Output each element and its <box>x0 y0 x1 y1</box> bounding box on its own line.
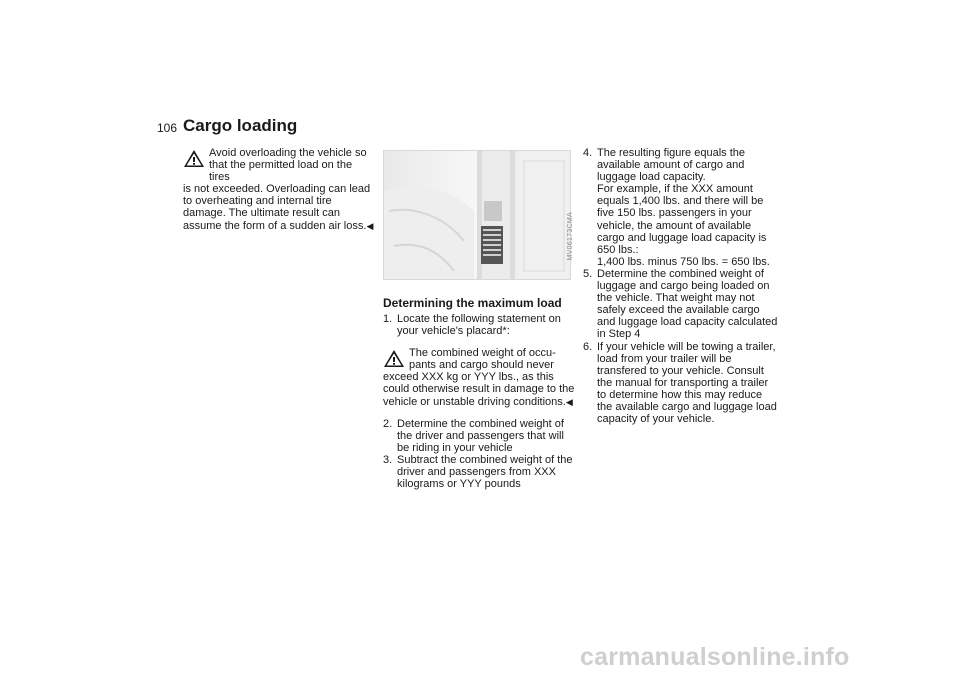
steps-list-c <box>583 147 778 425</box>
step-text: The resulting figure equals the available amount of cargo and luggage load capacity. <box>597 147 745 184</box>
section-heading: Determining the maximum load <box>383 296 562 310</box>
steps-list-b <box>383 418 575 491</box>
step-text: If your vehicle will be towing a trailer, load from your trailer will be transfered to your vehicle. Consult the manual for transporting a trailer to determine how this may reduce the available cargo and luggage load capacity of your vehicle. <box>597 340 777 426</box>
step-text: Determine the combined weight of luggage and cargo being loaded on the vehicle. That weight may not safely exceed the available cargo and luggage load capacity calculated in Step 4 <box>597 267 778 341</box>
warning-triangle-icon <box>383 349 405 368</box>
placard-line-1: The combined weight of occu- <box>409 347 556 360</box>
placard-photo <box>383 150 574 280</box>
step-text: Locate the following statement on your vehicle's placard*: <box>397 313 561 338</box>
watermark-logo: carmanualsonline.info <box>580 643 850 671</box>
end-mark: ◀ <box>366 220 374 231</box>
warning-placard <box>383 347 575 407</box>
placard-line-2: pants and cargo should never <box>409 359 554 372</box>
step-number: 1. <box>383 313 393 325</box>
placard-text-body: exceed XXX kg or YYY lbs., as this could otherwise result in damage to the vehicle or unstable driving conditions. <box>383 371 575 408</box>
step-3 <box>383 454 575 490</box>
column-middle <box>383 150 575 490</box>
step-text: Determine the combined weight of the driver and passengers that will be riding in your vehicle <box>397 417 564 454</box>
step-number: 6. <box>583 340 593 353</box>
warning-triangle-icon <box>183 149 205 168</box>
step-text: Subtract the combined weight of the driver and passengers from XXX kilograms or YYY pounds <box>397 453 573 491</box>
end-mark: ◀ <box>565 396 573 407</box>
step-example: For example, if the XXX amount equals 1,400 lbs. and there will be five 150 lbs. passengers in your vehicle, the amount of available cargo and luggage load capacity is 650 lbs.: <box>597 183 767 256</box>
step-6 <box>583 341 778 426</box>
warning-line-1: Avoid overloading the vehicle so <box>209 147 367 159</box>
step-number: 5. <box>583 267 593 280</box>
page-title: Cargo loading <box>183 116 298 135</box>
column-right <box>583 147 778 425</box>
steps-list-a <box>383 313 575 337</box>
warning-line-2: that the permitted load on the tires <box>209 159 353 184</box>
warning-text-body: is not exceeded. Overloading can lead to overheating and internal tire damage. The ultimate result can assume the form of a sudden air loss. <box>183 183 371 232</box>
warning-text <box>183 183 375 231</box>
step-number: 3. <box>383 453 393 466</box>
step-5 <box>583 268 778 341</box>
step-calculation: 1,400 lbs. minus 750 lbs. = 650 lbs. <box>597 255 770 268</box>
step-number: 2. <box>383 417 393 430</box>
page-number: 106 <box>157 121 178 135</box>
image-code: MV06173CMA <box>567 212 574 261</box>
step-2 <box>383 418 575 454</box>
warning-note <box>183 147 375 232</box>
step-4 <box>583 147 778 268</box>
door-pillar-illustration <box>384 151 570 279</box>
step-number: 4. <box>583 147 593 159</box>
placard-text <box>383 371 575 407</box>
step-1 <box>383 313 575 337</box>
column-left <box>183 147 375 232</box>
